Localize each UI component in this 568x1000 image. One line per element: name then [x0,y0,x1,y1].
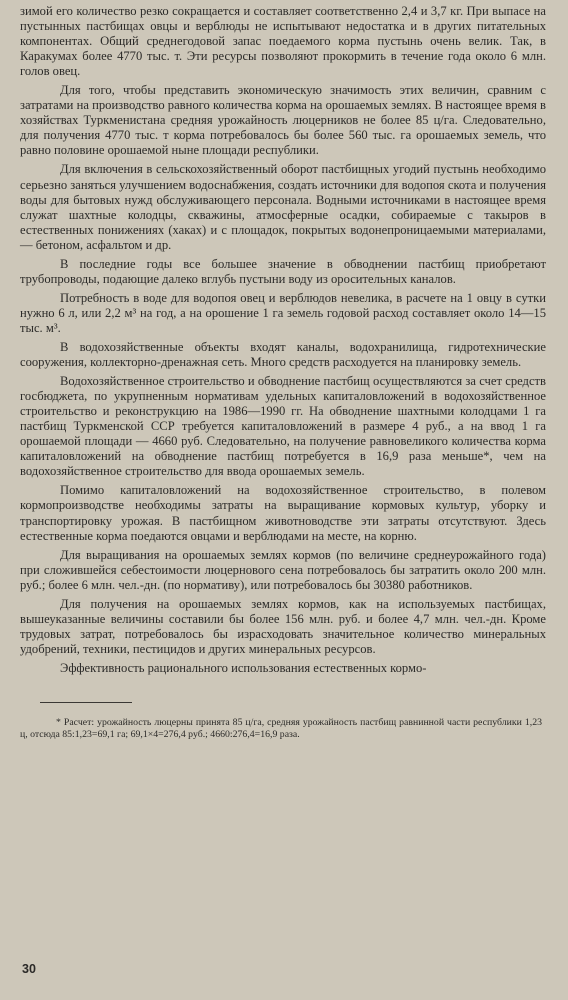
paragraph-water-demand: Потребность в воде для водопоя овец и верблюдов невелика, в расчете на 1 овцу в сутки нужно 6 л, или 2,2 м³ на год, а на орошение 1 га земель годовой расход составляет около 14—15 тыс. м³. [20,290,546,335]
paragraph-continuation: зимой его количество резко сокращается и составляет соответственно 2,4 и 3,7 кг. При выпасе на пустынных пастбищах овцы и верблюды не испытывают недостатка и в других питательных компонентах. Общий среднегодовой запас поедаемого корма пустынь очень велик. Так, в Каракумах более 4770 тыс. т. Эти ресурсы позволяют прокормить в течение года около 6 млн. голов овец. [20,4,546,79]
paragraph-water-supply: Для включения в сельскохозяйственный оборот пастбищных угодий пустынь необходимо серьезно заняться улучшением водоснабжения, создать источники для водопоя скота и получения воды для бытовых нужд обслуживающего персонала. Водными источниками в настоящее время служат шахтные колодцы, скважины, атмосферные осадки, собираемые с такыров в естественных понижениях (хаках) и с площадок, покрытых водонепроницаемыми материалами, — бетоном, асфальтом и др. [20,162,546,252]
footnote: * Расчет: урожайность люцерны принята 85 ц/га, средняя урожайность пастбищ равнинной части республики 1,23 ц, отсюда 85:1,23=69,1 га; 69,1×4=276,4 руб.; 4660:276,4=16,9 раза. [20,716,542,741]
paragraph-irrigated-feed-costs: Для выращивания на орошаемых землях кормов (по величине среднеурожайного года) при сложившейся себестоимости люцернового сена потребовалось бы затратить около 200 млн. руб.; более 6 млн. чел.-дн. (по нормативу), или потребовалось бы 30380 работников. [20,547,546,592]
paragraph-field-feed-costs: Помимо капиталовложений на водохозяйственное строительство, в полевом кормопроизводстве необходимы затраты на выращивание кормовых культур, уборку и транспортировку урожая. В пастбищном животноводстве эти затраты отсутствуют. Здесь естественные корма поедаются овцами и верблюдами на месте, на корню. [20,483,546,543]
paragraph-pipelines: В последние годы все большее значение в обводнении пастбищ приобретают трубопроводы, подающие далеко вглубь пустыни воду из оросительных каналов. [20,256,546,286]
paragraph-water-facilities: В водохозяйственные объекты входят каналы, водохранилища, гидротехнические сооружения, коллекторно-дренажная сеть. Много средств расходуется на планировку земель. [20,339,546,370]
paragraph-efficiency: Эффективность рационального использования естественных кормо- [60,660,427,675]
page-number: 30 [22,962,36,976]
main-text [20,4,546,676]
paragraph-construction-investment: Водохозяйственное строительство и обводнение пастбищ осуществляются за счет средств госбюджета, по укрупненным нормативам удельных капиталовложений в водохозяйственное строительство и реконструкцию на 1986—1990 гг. На обводнение шахтными колодцами 1 га пастбищ Туркменской ССР требуется капиталовложений в размере 4 руб., а на ввод 1 га орошаемой площади — 4660 руб. Следовательно, на получение равновеликого количества корма капиталовложений на обводнение пастбищ потребуется в 16,9 раза меньше*, чем на водохозяйственное строительство для ввода орошаемых земель. [20,374,546,479]
footnote-divider [40,702,132,703]
paragraph-economic-significance: Для того, чтобы представить экономическую значимость этих величин, сравним с затратами на производство равного количества корма на орошаемых землях. В настоящее время в хозяйствах Туркменистана средняя урожайность люцерников не более 85 ц/га. Следовательно, для получения 4770 тыс. т корма потребовалось бы более 560 тыс. га орошаемых земель, что равно половине орошаемой ныне площади республики. [20,83,546,158]
paragraph-labor-costs: Для получения на орошаемых землях кормов, как на используемых пастбищах, вышеуказанные величины составили бы более 156 млн. руб. и более 4,7 млн. чел.-дн. Кроме трудовых затрат, потребовалось бы израсходовать значительное количество минеральных удобрений, техники, пестицидов и других минеральных ресурсов. [20,596,546,656]
